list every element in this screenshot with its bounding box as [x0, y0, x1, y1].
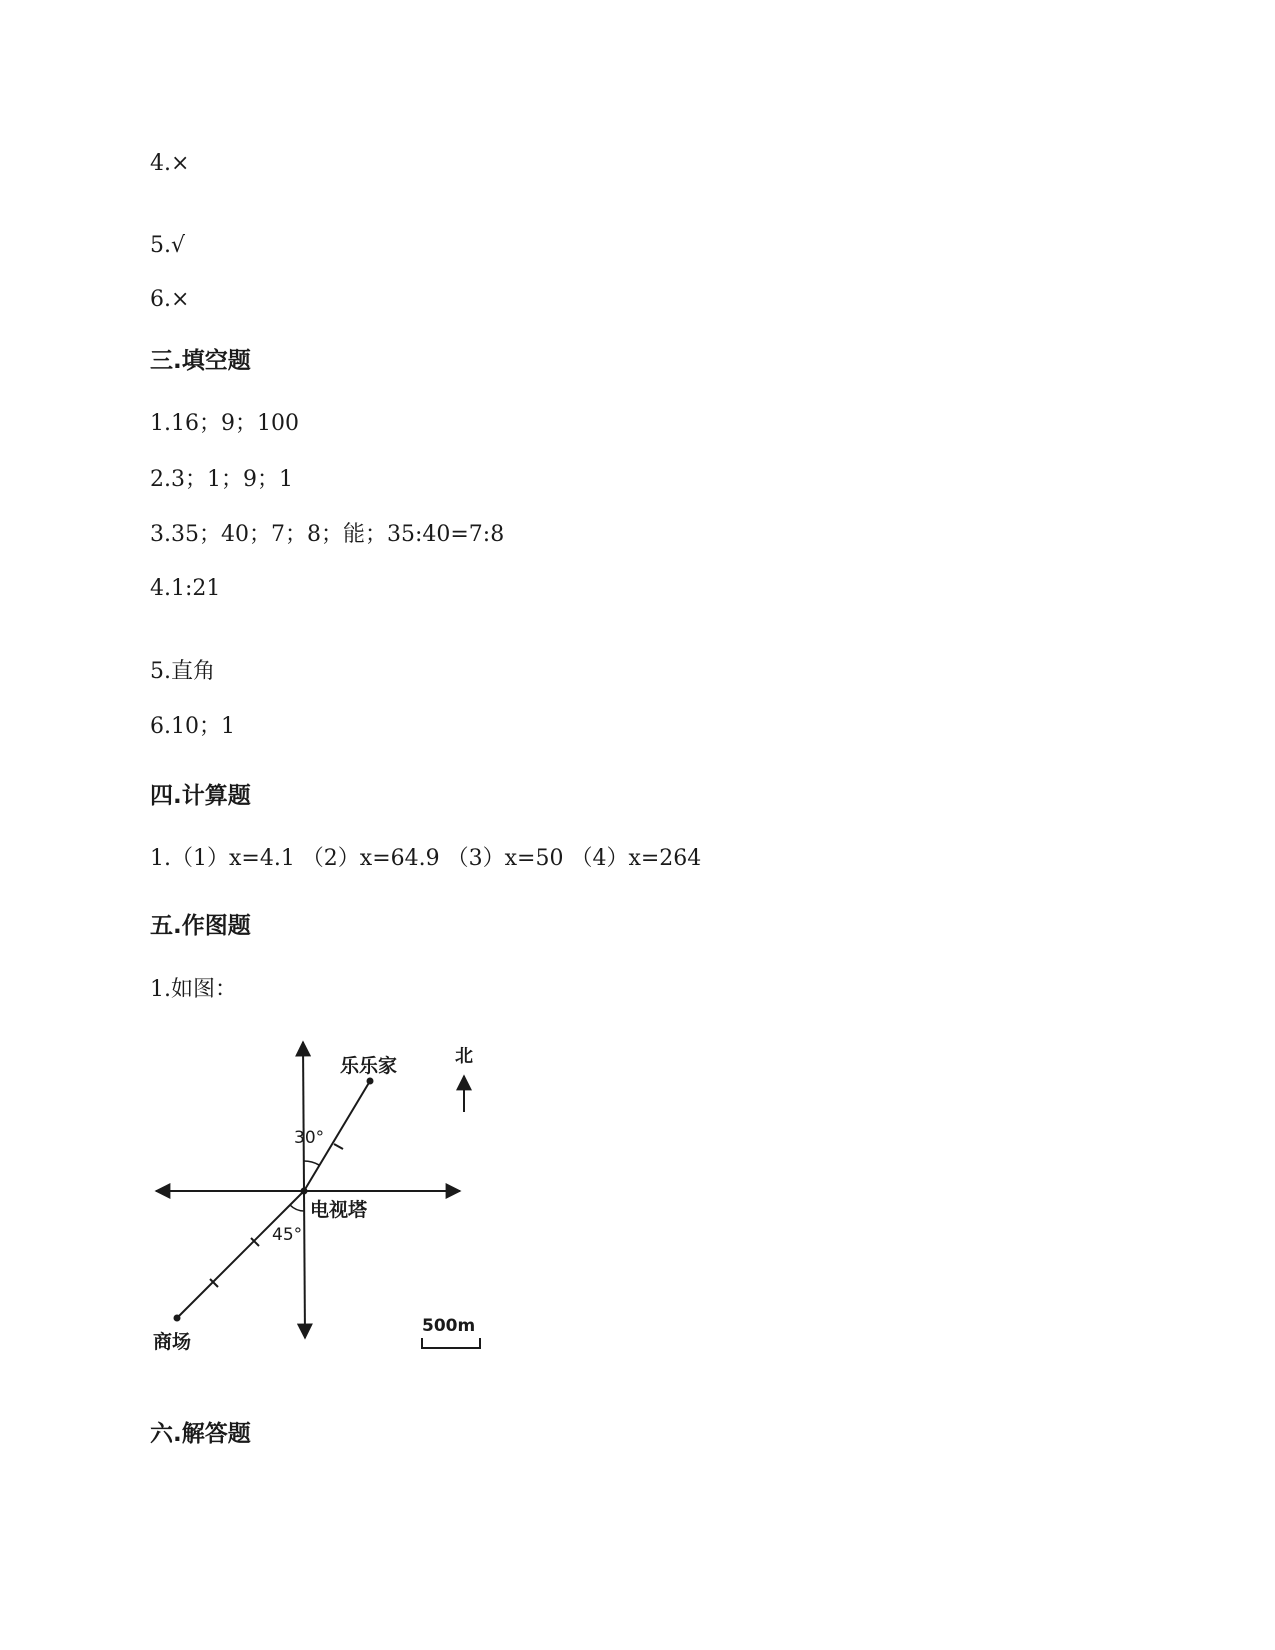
home-tick: [334, 1144, 343, 1149]
angle-label-home: 30°: [294, 1128, 325, 1148]
section-heading-calculation: 四.计算题: [150, 783, 251, 809]
judgement-item-4: 4.×: [150, 151, 190, 176]
section-heading-drawing: 五.作图题: [150, 913, 251, 939]
fill-blank-item-1: 1.16；9；100: [150, 411, 299, 436]
tower-label: 电视塔: [310, 1199, 368, 1221]
section-heading-fill-blank: 三.填空题: [150, 348, 251, 374]
fill-blank-item-5: 5.直角: [150, 659, 215, 684]
mall-point: [174, 1315, 181, 1322]
fill-blank-item-4: 4.1:21: [150, 576, 221, 601]
line-to-mall: [177, 1191, 304, 1318]
calculation-item-1: 1.（1）x=4.1 （2）x=64.9 （3）x=50 （4）x=264: [150, 846, 702, 871]
home-point: [367, 1078, 374, 1085]
north-label: 北: [455, 1046, 473, 1067]
judgement-item-6: 6.×: [150, 287, 190, 312]
fill-blank-item-3: 3.35；40；7；8；能；35:40=7:8: [150, 522, 505, 547]
tower-point: [301, 1188, 308, 1195]
scale-label: 500m: [422, 1316, 476, 1336]
angle-label-mall: 45°: [272, 1225, 303, 1245]
home-label: 乐乐家: [340, 1055, 398, 1077]
fill-blank-item-6: 6.10；1: [150, 714, 235, 739]
fill-blank-item-2: 2.3；1；9；1: [150, 467, 293, 492]
scale-bar: [422, 1338, 480, 1348]
mall-label: 商场: [153, 1331, 192, 1353]
drawing-item-1: 1.如图：: [150, 977, 237, 1002]
angle-arc-home: [304, 1161, 319, 1165]
direction-diagram: [150, 1030, 510, 1375]
judgement-item-5: 5.√: [150, 233, 186, 258]
angle-arc-mall: [290, 1205, 304, 1211]
section-heading-answer: 六.解答题: [150, 1421, 251, 1447]
